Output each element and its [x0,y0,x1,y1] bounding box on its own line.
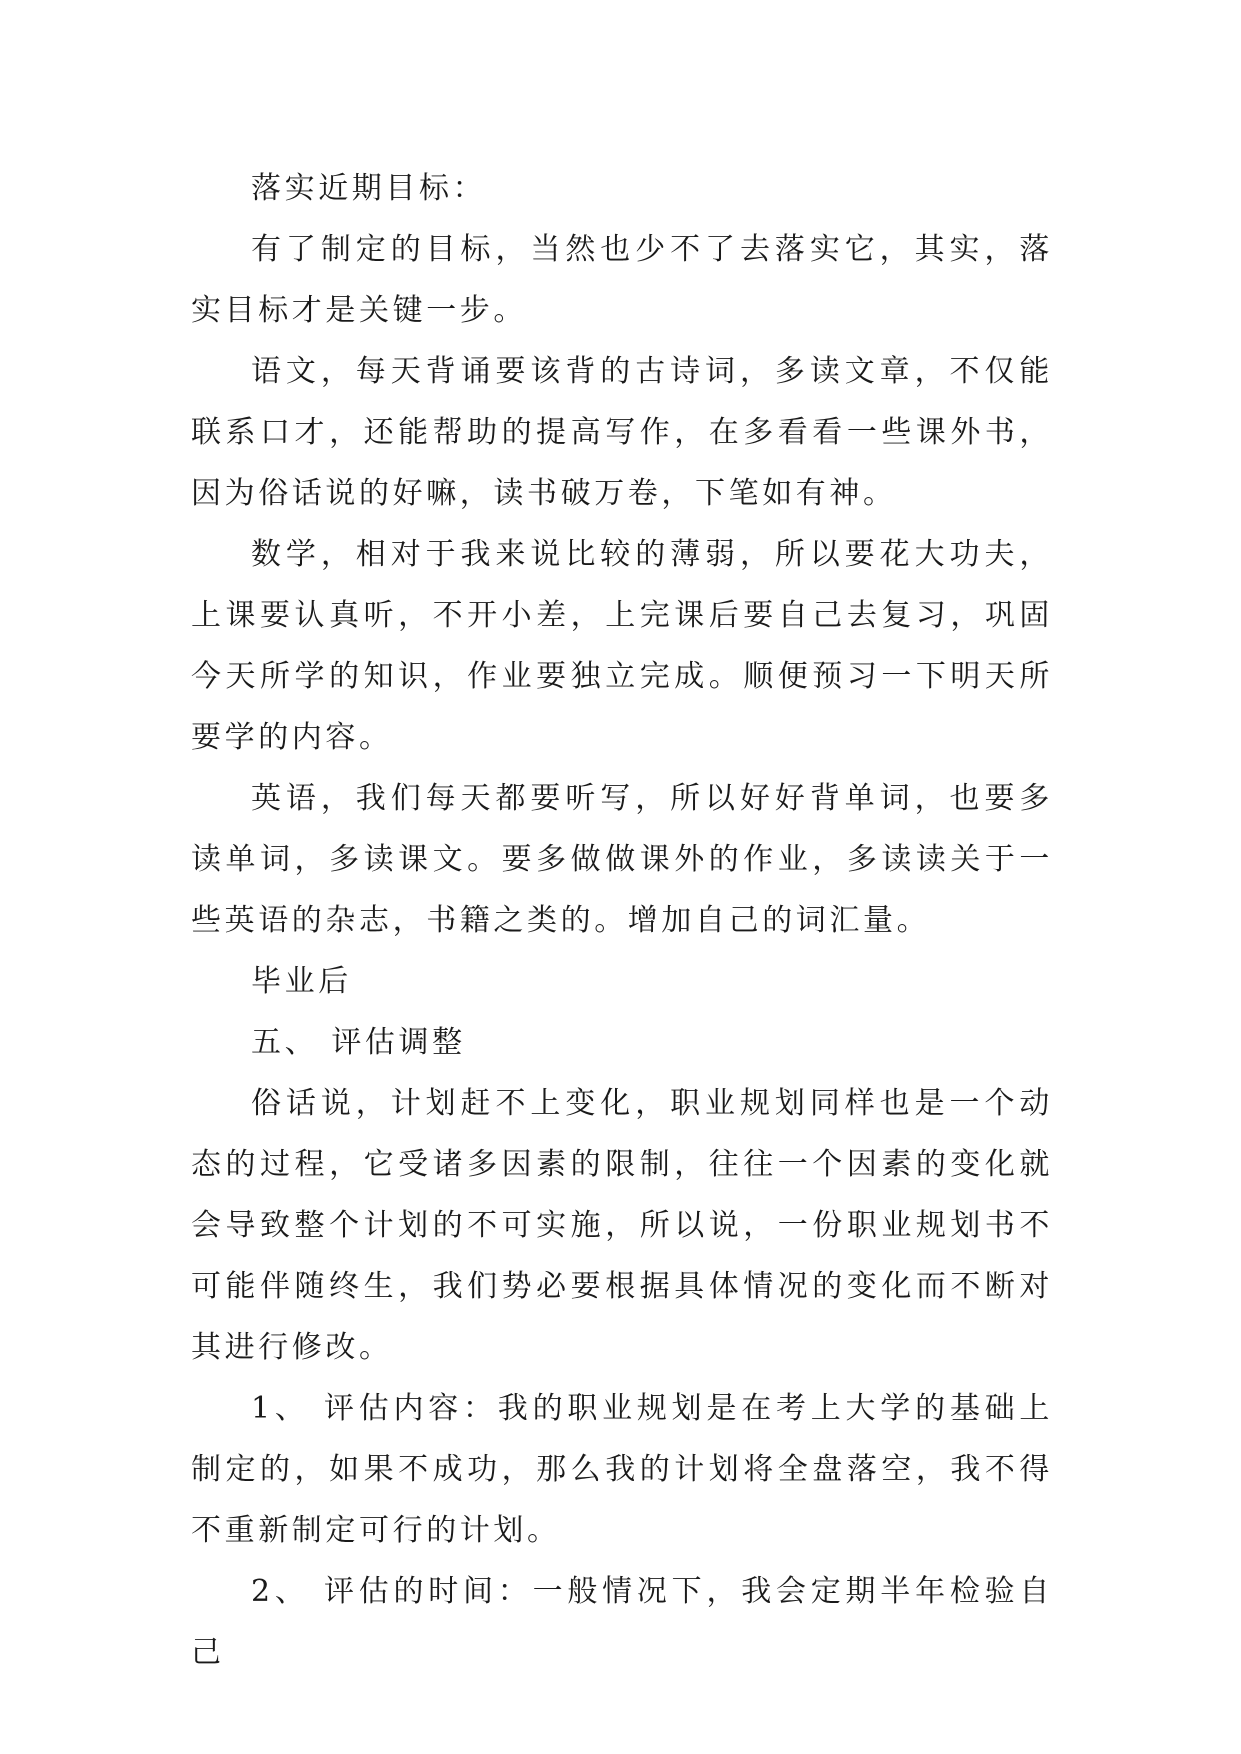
paragraph-after-graduation: 毕业后 [251,964,352,999]
paragraph-evaluation-time: 2、 评估的时间：一般情况下，我会定期半年检验自己 [191,1574,1053,1670]
paragraph-chinese-subject: 语文，每天背诵要该背的古诗词，多读文章，不仅能联系口才，还能帮助的提高写作，在多看看一些课外书，因为俗话说的好嘛，读书破万卷，下笔如有神。 [191,354,1053,511]
paragraph-evaluation-content: 1、 评估内容：我的职业规划是在考上大学的基础上制定的，如果不成功，那么我的计划将全盘落空，我不得不重新制定可行的计划。 [191,1391,1053,1548]
paragraph-math-subject: 数学，相对于我来说比较的薄弱，所以要花大功夫，上课要认真听，不开小差，上完课后要自己去复习，巩固今天所学的知识，作业要独立完成。顺便预习一下明天所要学的内容。 [191,537,1053,755]
section-heading-evaluation-adjustment: 五、 评估调整 [251,1025,466,1060]
paragraph-english-subject: 英语，我们每天都要听写，所以好好背单词，也要多读单词，多读课文。要多做做课外的作业，多读读关于一些英语的杂志，书籍之类的。增加自己的词汇量。 [191,781,1053,938]
document-body [191,158,1053,1683]
paragraph-evaluation-intro: 俗话说，计划赶不上变化，职业规划同样也是一个动态的过程，它受诸多因素的限制，往往一个因素的变化就会导致整个计划的不可实施，所以说，一份职业规划书不可能伴随终生，我们势必要根据具体情况的变化而不断对其进行修改。 [191,1086,1053,1365]
paragraph-heading-near-term-goals: 落实近期目标： [251,171,487,206]
paragraph-implement-goals: 有了制定的目标，当然也少不了去落实它，其实，落实目标才是关键一步。 [191,232,1053,328]
